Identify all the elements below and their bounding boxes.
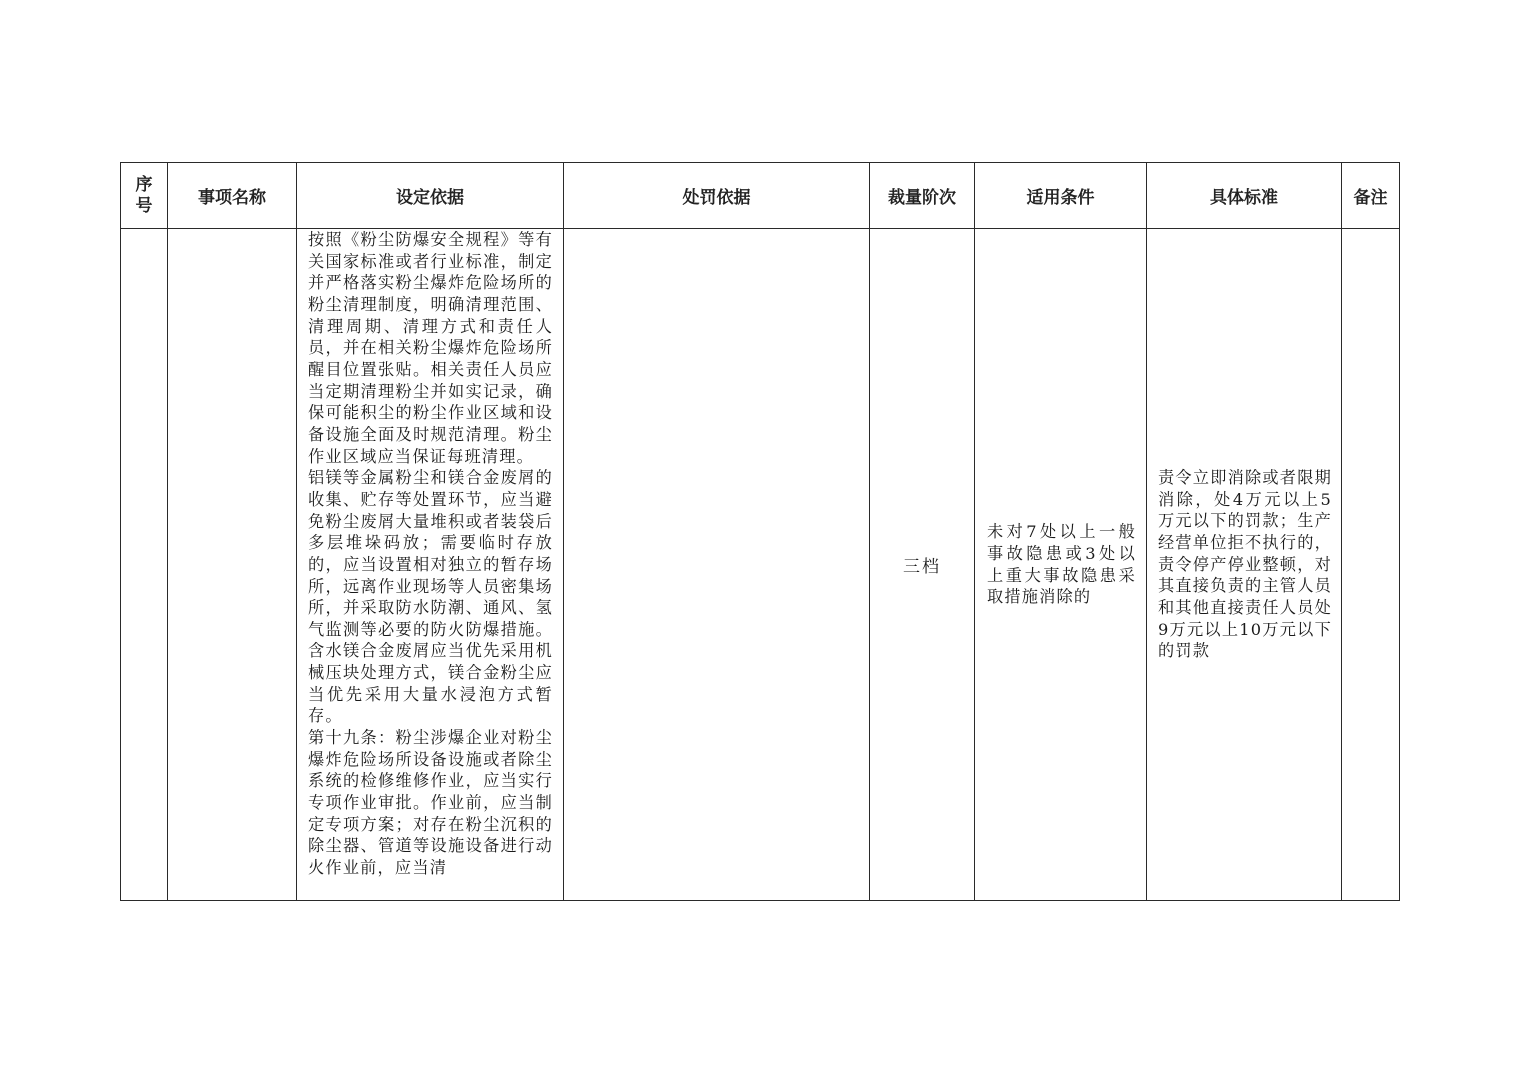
cell-standard bbox=[1147, 229, 1342, 901]
header-standard: 具体标准 bbox=[1147, 163, 1342, 229]
header-penalty-basis: 处罚依据 bbox=[564, 163, 870, 229]
cell-remark bbox=[1342, 229, 1400, 901]
header-seq bbox=[121, 163, 168, 229]
cell-seq bbox=[121, 229, 168, 901]
header-row bbox=[121, 163, 1400, 229]
cell-basis bbox=[297, 229, 564, 901]
cell-item-name bbox=[168, 229, 297, 901]
cell-level: 三档 bbox=[870, 229, 975, 901]
basis-text: 按照《粉尘防爆安全规程》等有关国家标准或者行业标准，制定并严格落实粉尘爆炸危险场所的粉尘清理制度，明确清理范围、清理周期、清理方式和责任人员，并在相关粉尘爆炸危险场所醒目位置张贴。相关责任人员应当定期清理粉尘并如实记录，确保可能积尘的粉尘作业区域和设备设施全面及时规范清理。粉尘作业区域应当保证每班清理。 铝镁等金属粉尘和镁合金废屑的收集、贮存等处置环节，应当避免粉尘废屑大量堆积或者装袋后多层堆垛码放；需要临时存放的，应当设置相对独立的暂存场所，远离作业现场等人员密集场所，并采取防水防潮、通风、氢气监测等必要的防火防爆措施。含水镁合金废屑应当优先采用机械压块处理方式，镁合金粉尘应当优先采用大量水浸泡方式暂存。 第十九条：粉尘涉爆企业对粉尘爆炸危险场所设备设施或者除尘系统的检修维修作业，应当实行专项作业审批。作业前，应当制定专项方案；对存在粉尘沉积的除尘器、管道等设施设备进行动火作业前，应当清 bbox=[308, 230, 553, 878]
regulation-table bbox=[120, 162, 1400, 901]
condition-text: 未对7处以上一般事故隐患或3处以上重大事故隐患采取措施消除的 bbox=[987, 522, 1136, 607]
header-basis: 设定依据 bbox=[297, 163, 564, 229]
header-item-name: 事项名称 bbox=[168, 163, 297, 229]
cell-penalty-basis bbox=[564, 229, 870, 901]
header-condition: 适用条件 bbox=[975, 163, 1147, 229]
header-remark: 备注 bbox=[1342, 163, 1400, 229]
cell-condition bbox=[975, 229, 1147, 901]
table-row bbox=[121, 229, 1400, 901]
standard-text: 责令立即消除或者限期消除，处4万元以上5万元以下的罚款；生产经营单位拒不执行的，责令停产停业整顿，对其直接负责的主管人员和其他直接责任人员处9万元以上10万元以下的罚款 bbox=[1158, 467, 1332, 661]
header-seq-label: 序 号 bbox=[135, 174, 153, 216]
header-level: 裁量阶次 bbox=[870, 163, 975, 229]
